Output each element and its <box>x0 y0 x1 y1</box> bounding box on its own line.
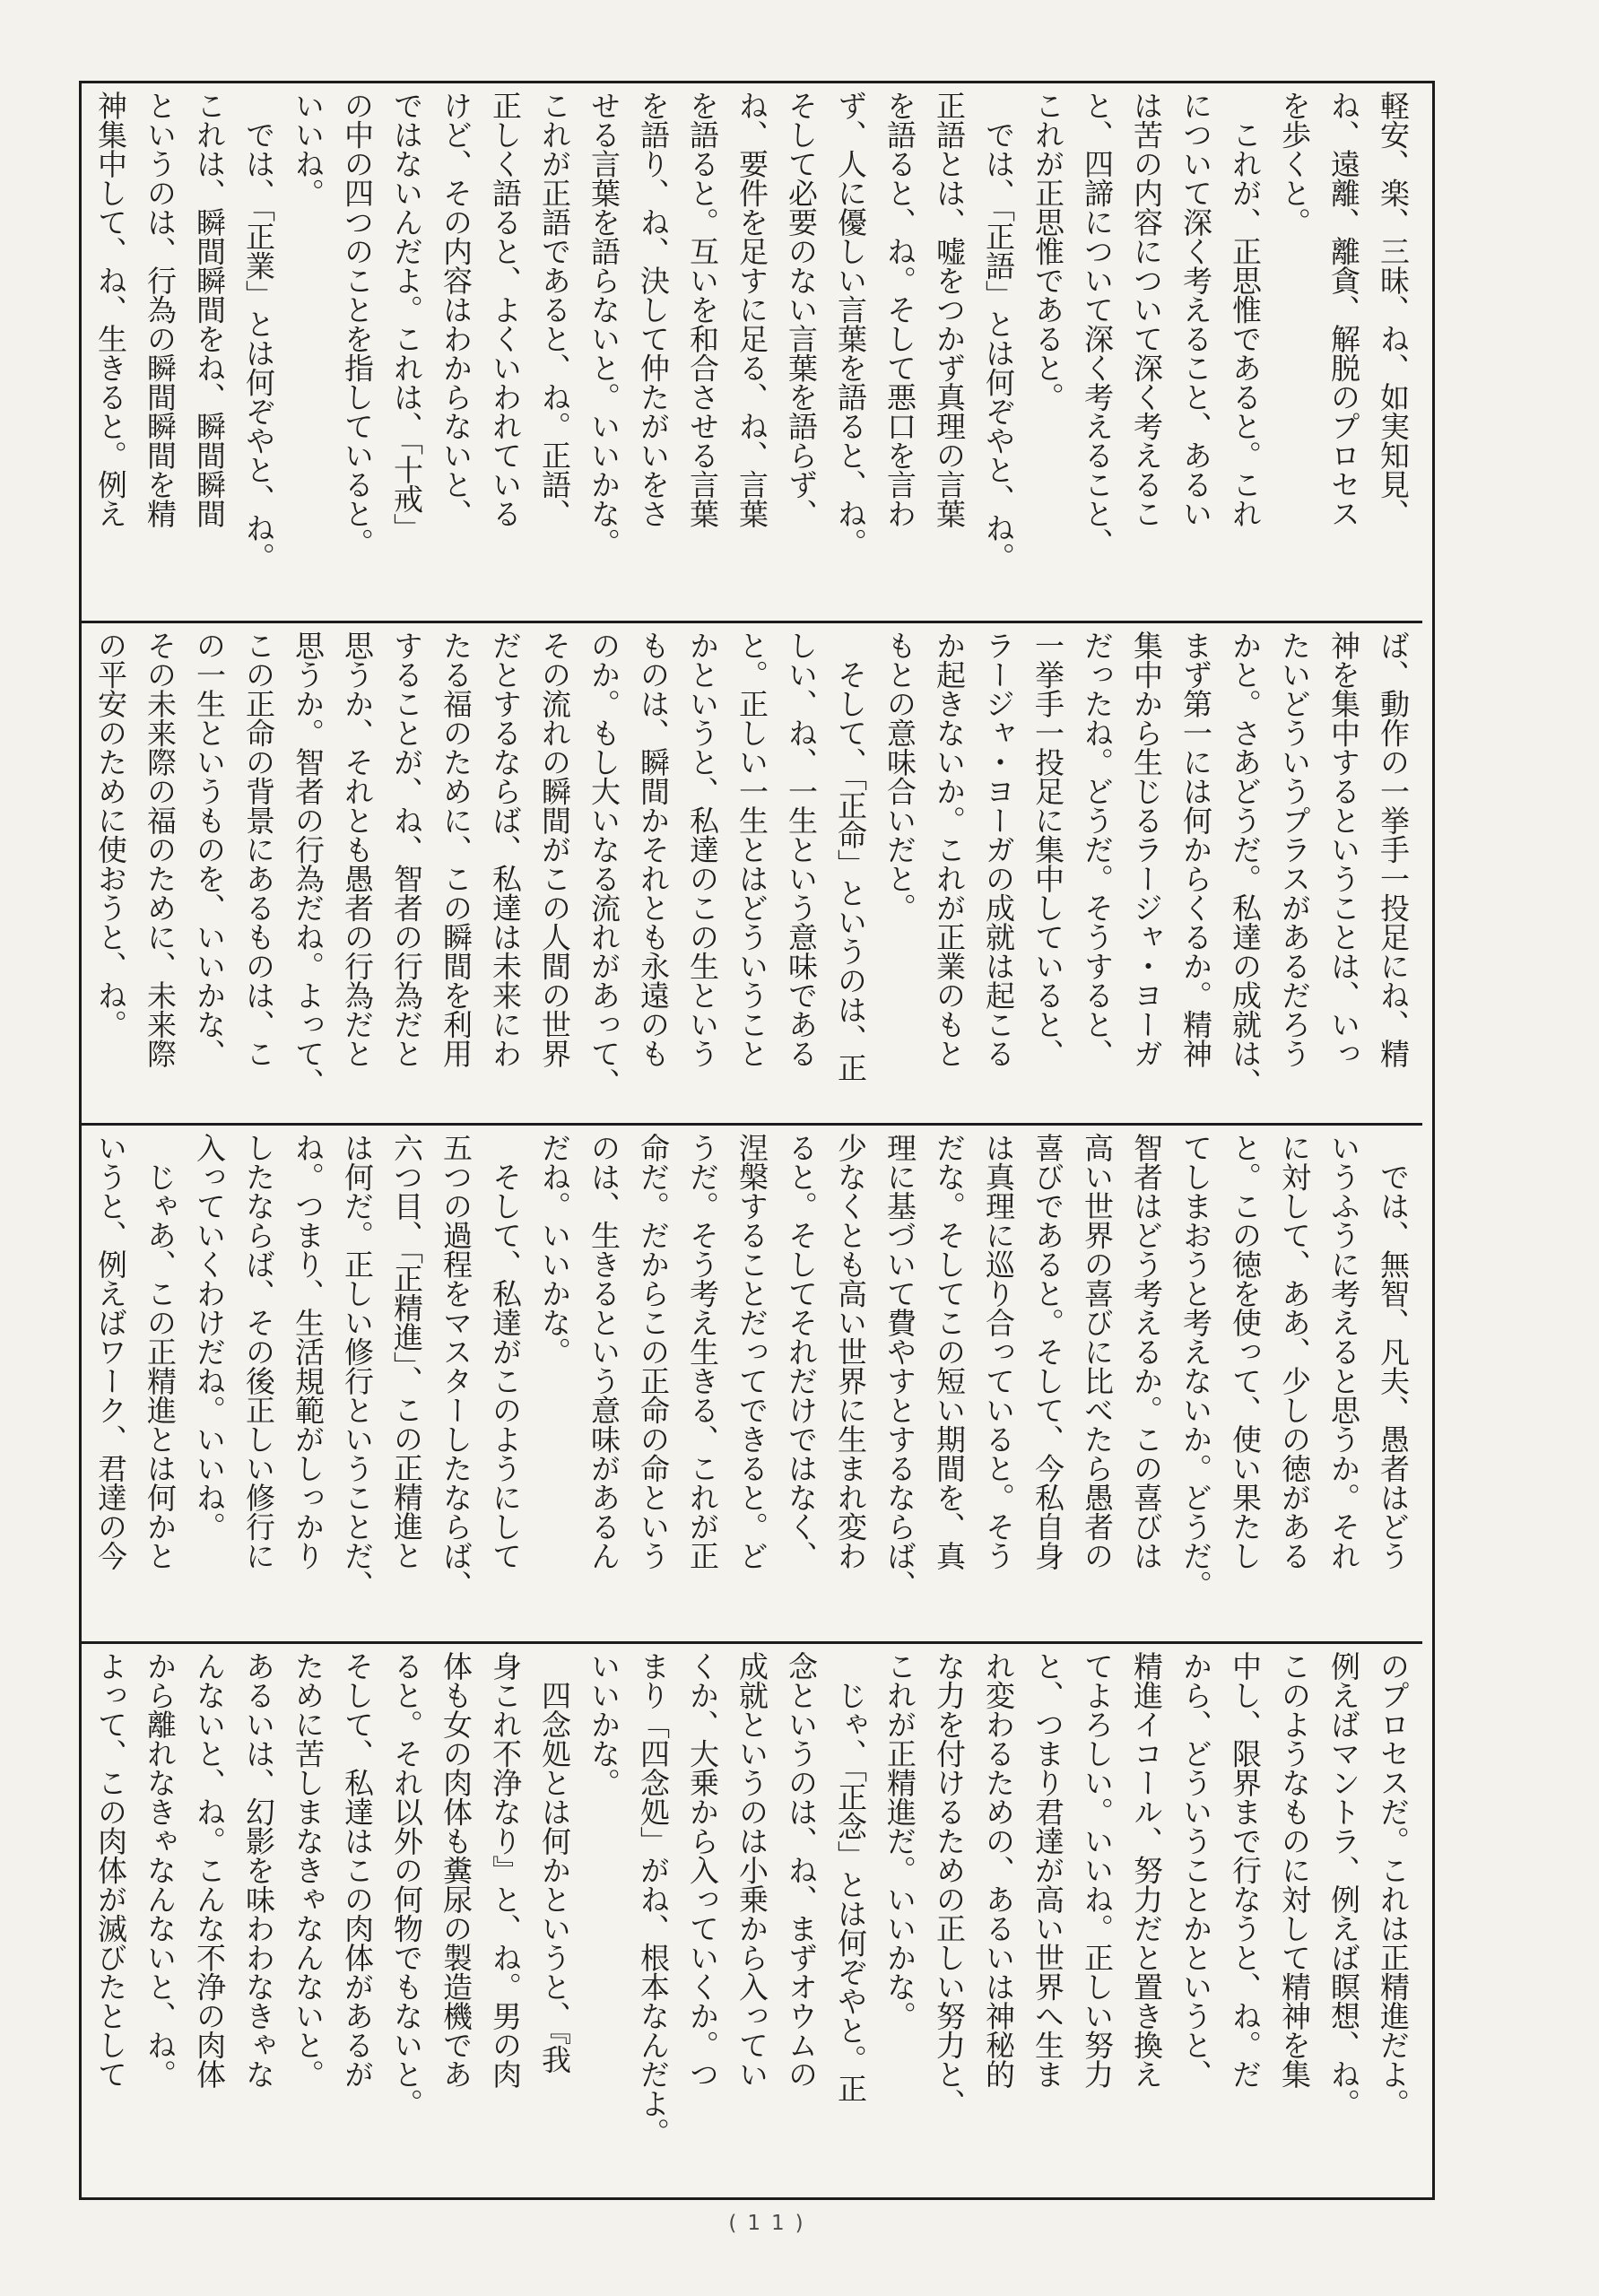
text-band-4 <box>82 1641 1422 2197</box>
text-band-2 <box>82 621 1422 1123</box>
text-column: 高い世界の喜びに比べたら愚者の <box>1080 1133 1115 1570</box>
text-column: の平安のために使おうと、ね。 <box>93 631 128 1039</box>
text-column: では、「正業」とは何ぞやと、ね。 <box>241 91 276 571</box>
text-column: したならば、その後正しい修行に <box>241 1133 276 1570</box>
text-column: と。正しい一生とはどういうこと <box>734 631 769 1068</box>
text-frame <box>79 81 1435 2200</box>
text-column: よって、この肉体が滅びたとして <box>93 1651 128 2089</box>
text-column: のか。もし大いなる流れがあって、 <box>587 631 621 1097</box>
text-column: ると。それ以外の何物でもないと。 <box>389 1651 424 2118</box>
text-band-3 <box>82 1123 1422 1641</box>
text-column: 一挙手一投足に集中していると、 <box>1030 631 1065 1068</box>
text-column: は何だ。正しい修行ということだ、 <box>340 1133 375 1599</box>
text-column: 神集中して、ね、生きると。例え <box>93 91 128 528</box>
text-column: れ変わるための、あるいは神秘的 <box>981 1651 1016 2089</box>
page-number: (11) <box>728 2212 814 2235</box>
text-column: の一生というものを、いいかな、 <box>192 631 227 1068</box>
text-column: たいどういうプラスがあるだろう <box>1277 631 1312 1068</box>
text-column: のプロセスだ。これは正精進だよ。 <box>1376 1651 1411 2118</box>
text-column: うだ。そう考え生きる、これが正 <box>685 1133 720 1570</box>
text-column: 例えばマントラ、例えば瞑想、ね。 <box>1326 1651 1361 2118</box>
text-column: ね、遠離、離貪、解脱のプロセス <box>1326 91 1361 528</box>
text-column: な力を付けるための正しい努力と、 <box>932 1651 967 2118</box>
text-column: せる言葉を語らないと。いいかな。 <box>587 91 621 557</box>
text-column: いいかな。 <box>587 1651 621 1797</box>
text-column: だな。そしてこの短い期間を、真 <box>932 1133 967 1570</box>
text-column: てよろしい。いいね。正しい努力 <box>1080 1651 1115 2089</box>
text-column: 四念処とは何かというと、『我 <box>537 1651 572 2074</box>
text-column: かと。さあどうだ。私達の成就は、 <box>1228 631 1263 1097</box>
text-column: と、つまり君達が高い世界へ生ま <box>1030 1651 1065 2089</box>
text-column: することが、ね、智者の行為だと <box>389 631 424 1068</box>
text-column: 中し、限界まで行なうと、ね。だ <box>1228 1651 1263 2089</box>
text-column: 神を集中するということは、いっ <box>1326 631 1361 1068</box>
text-column: 命だ。だからこの正命の命という <box>636 1133 671 1570</box>
text-column: このようなものに対して精神を集 <box>1277 1651 1312 2089</box>
text-column: では、「正語」とは何ぞやと、ね。 <box>981 91 1016 571</box>
text-column: は真理に巡り合っていると。そう <box>981 1133 1016 1570</box>
text-column: を語ると、ね。そして悪口を言わ <box>882 91 917 528</box>
text-column: しい、ね、一生という意味である <box>784 631 819 1068</box>
text-column: ず、人に優しい言葉を語ると、ね。 <box>833 91 868 557</box>
text-band-1 <box>82 83 1422 621</box>
text-column: に対して、ああ、少しの徳がある <box>1277 1133 1312 1570</box>
text-column: 軽安、楽、三昧、ね、如実知見、 <box>1376 91 1411 528</box>
text-column: これが正語であると、ね。正語、 <box>537 91 572 528</box>
text-column: 少なくとも高い世界に生まれ変わ <box>833 1133 868 1570</box>
text-column: ものは、瞬間かそれとも永遠のも <box>636 631 671 1068</box>
text-column: んないと、ね。こんな不浄の肉体 <box>192 1651 227 2089</box>
text-column: ね。つまり、生活規範がしっかり <box>291 1133 326 1570</box>
text-column: その流れの瞬間がこの人間の世界 <box>537 631 572 1068</box>
text-column: くか、大乗から入っていくか。つ <box>685 1651 720 2089</box>
text-column: けど、その内容はわからないと、 <box>439 91 474 528</box>
text-column: 喜びであると。そして、今私自身 <box>1030 1133 1065 1570</box>
text-column: 正語とは、嘘をつかず真理の言葉 <box>932 91 967 528</box>
text-column: ね、要件を足すに足る、ね、言葉 <box>734 91 769 528</box>
text-column: 涅槃することだってできると。ど <box>734 1133 769 1570</box>
text-column: ために苦しまなきゃなんないと。 <box>291 1651 326 2089</box>
text-column: を語ると。互いを和合させる言葉 <box>685 91 720 528</box>
text-column: だね。いいかな。 <box>537 1133 572 1366</box>
text-column: そして、私達はこの肉体があるが <box>340 1651 375 2089</box>
text-column: 念というのは、ね、まずオウムの <box>784 1651 819 2089</box>
text-column: 理に基づいて費やすとするならば、 <box>882 1133 917 1599</box>
text-column: と。この徳を使って、使い果たし <box>1228 1133 1263 1570</box>
text-column: 身これ不浄なり』と、ね。男の肉 <box>488 1651 523 2089</box>
text-column: というのは、行為の瞬間瞬間を精 <box>143 91 178 528</box>
text-column: じゃあ、この正精進とは何かと <box>143 1133 178 1570</box>
text-column: その未来際の福のために、未来際 <box>143 631 178 1068</box>
text-column: 集中から生じるラージャ・ヨーガ <box>1129 631 1164 1068</box>
text-column: いいね。 <box>291 91 326 207</box>
text-column: そして必要のない言葉を語らず、 <box>784 91 819 528</box>
text-column: 正しく語ると、よくいわれている <box>488 91 523 528</box>
text-column: かというと、私達のこの生という <box>685 631 720 1068</box>
text-column: は苦の内容について深く考えるこ <box>1129 91 1164 528</box>
text-column: これが正精進だ。いいかな。 <box>882 1651 917 2031</box>
text-column: 入っていくわけだね。いいね。 <box>192 1133 227 1541</box>
text-column: のは、生きるという意味があるん <box>587 1133 621 1570</box>
text-column: これは、瞬間瞬間をね、瞬間瞬間 <box>192 91 227 528</box>
text-column: だったね。どうだ。そうすると、 <box>1080 631 1115 1068</box>
text-column: ると。そしてそれだけではなく、 <box>784 1133 819 1570</box>
text-column: いうふうに考えると思うか。それ <box>1326 1133 1361 1570</box>
text-column: を歩くと。 <box>1277 91 1312 237</box>
text-column: いうと、例えばワーク、君達の今 <box>93 1133 128 1570</box>
text-column: の中の四つのことを指していると。 <box>340 91 375 557</box>
text-column: たる福のために、この瞬間を利用 <box>439 631 474 1068</box>
text-column: から離れなきゃなんないと、ね。 <box>143 1651 178 2089</box>
text-column: ではないんだよ。これは、「十戒」 <box>389 91 424 543</box>
text-column: から、どういうことかというと、 <box>1178 1651 1213 2089</box>
text-column: ラージャ・ヨーガの成就は起こる <box>981 631 1016 1068</box>
text-column: もとの意味合いだと。 <box>882 631 917 922</box>
text-column: 思うか。智者の行為だね。よって、 <box>291 631 326 1097</box>
text-column: 成就というのは小乗から入ってい <box>734 1651 769 2089</box>
text-column: か起きないか。これが正業のもと <box>932 631 967 1068</box>
text-column: そして、「正命」というのは、正 <box>833 631 868 1083</box>
text-column: だとするならば、私達は未来にわ <box>488 631 523 1068</box>
text-column: これが正思惟であると。 <box>1030 91 1065 412</box>
text-column: 六つ目、「正精進」、この正精進と <box>389 1133 424 1570</box>
text-column: ば、動作の一挙手一投足にね、精 <box>1376 631 1411 1068</box>
text-column: 五つの過程をマスターしたならば、 <box>439 1133 474 1599</box>
text-column: 智者はどう考えるか。この喜びは <box>1129 1133 1164 1570</box>
text-column: この正命の背景にあるものは、こ <box>241 631 276 1068</box>
text-column: 体も女の肉体も糞尿の製造機であ <box>439 1651 474 2089</box>
text-column: を語り、ね、決して仲たがいをさ <box>636 91 671 528</box>
text-column: そして、私達がこのようにして <box>488 1133 523 1570</box>
text-column: これが、正思惟であると。これ <box>1228 91 1263 528</box>
text-column: 思うか、それとも愚者の行為だと <box>340 631 375 1068</box>
text-column: について深く考えること、あるい <box>1178 91 1213 528</box>
text-column: と、四諦について深く考えること、 <box>1080 91 1115 557</box>
text-column: じゃ、「正念」とは何ぞやと。正 <box>833 1651 868 2103</box>
text-column: 精進イコール、努力だと置き換え <box>1129 1651 1164 2089</box>
text-column: あるいは、幻影を味わわなきゃな <box>241 1651 276 2089</box>
text-column: まり「四念処」がね、根本なんだよ。 <box>636 1651 671 2147</box>
text-column: まず第一には何からくるか。精神 <box>1178 631 1213 1068</box>
text-column: では、無智、凡夫、愚者はどう <box>1376 1133 1411 1570</box>
text-column: てしまおうと考えないか。どうだ。 <box>1178 1133 1213 1599</box>
